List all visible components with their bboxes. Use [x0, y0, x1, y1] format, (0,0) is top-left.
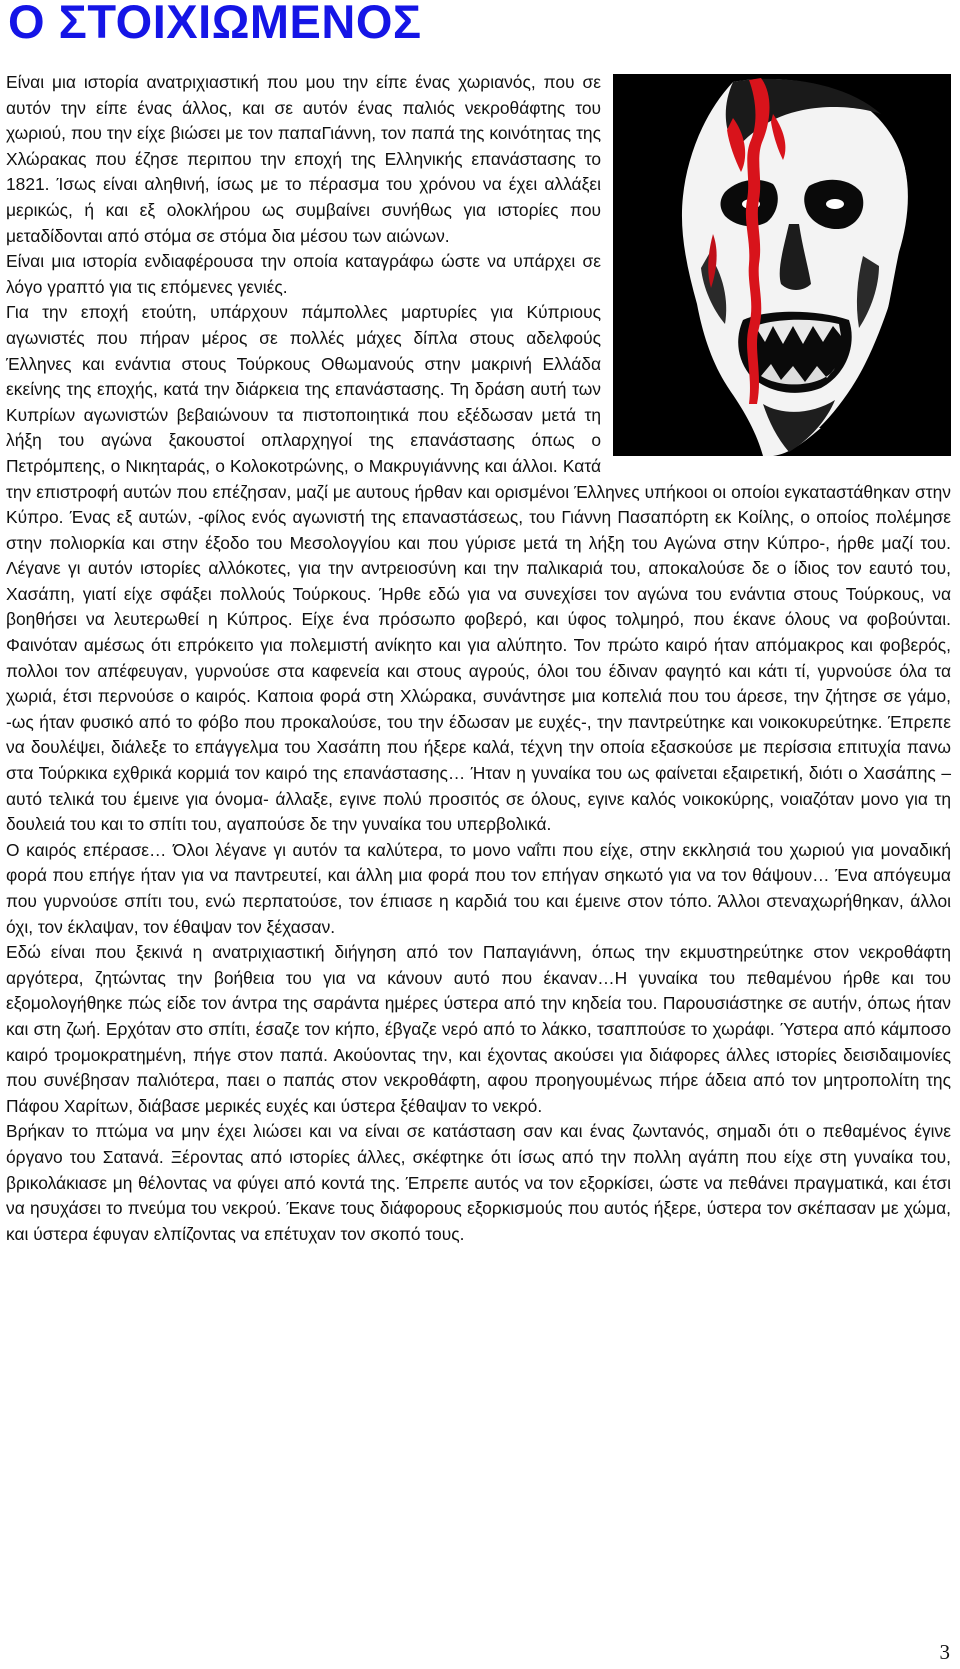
document-title: Ο ΣΤΟΙΧΙΩΜΕΝΟΣ: [8, 0, 422, 48]
article-body: [6, 70, 951, 1247]
paragraph: Είναι μια ιστορία ενδιαφέρουσα την οποία καταγράφω ώστε να υπάρχει σε λόγο γραπτό για τις επόμενες γενιές.: [6, 251, 601, 297]
paragraph: Ο καιρός επέρασε… Όλοι λέγανε γι αυτόν τα καλύτερα, το μονο ναΐπι που είχε, στην εκκλησιά του χωριού για μοναδική φορά που επήγε ήταν για να παντρευτεί, και άλλη μια φορά που τον επήγαν σηκωτό για να τον θάψουν… Ένα απόγευμα που γυρνούσε σπίτι του, ενώ περπατούσε, τον έπιασε η καρδιά του και έμεινε στον τόπο. Άλλοι στεναχωρήθηκαν, άλλοι όχι, τον έκλαψαν, τον έθαψαν τον ξέχασαν.: [6, 839, 951, 937]
zombie-face-icon: [613, 74, 951, 456]
paragraph: Για την εποχή ετούτη, υπάρχουν πάμπολλες μαρτυρίες για Κύπριους αγωνιστές που πήραν μέρος σε πολλές μάχες δίπλα στους αδελφούς Έλληνες και ενάντια στους Τούρκους Οθωμανούς στην μακρινή Ελλάδα εκείνης της εποχής, κατά την διάρκεια της επανάστασης. Τη δράση αυτή των Κυπρίων αγωνιστών βεβαιώνουν τα πιστοποιητικά που εξέδωσαν μετά τη λήξη του αγώνα ξακουστοί οπλαρχηγοί της επανάστασης όπως ο Πετρόμπεης, ο Νικηταράς, ο Κολοκοτρώνης, ο Μακρυγιάννης και άλλοι. Κατά την επιστροφή αυτών που επέζησαν, μαζί με αυτους ήρθαν και ορισμένοι Έλληνες υπήκοοι οι οποίοι εγκαταστάθηκαν στην Κύπρο. Ένας εξ αυτών, -φίλος ενός αγωνιστή της επαναστάσεως, του Γιάννη Πασαπόρτη εκ Κοίλης, ο οποίος πολέμησε στην πολιορκία και στην έξοδο του Μεσολογγίου και που γύρισε μετά τη λήξη του Αγώνα στην Κύπρο-, ήρθε μαζί του. Λέγανε γι αυτόν ιστορίες αλλόκοτες, για την αντρειοσύνη και την παλικαριά του, αποκαλούσε δε ο ίδιος τον εαυτό του, Χασάπη, γιατί είχε σφάξει πολλούς Τούρκους. Ήρθε εδώ για να συνεχίσει τον αγώνα του ενάντια στους Τούρκους, να βοηθήσει να λευτερωθεί η Κύπρος. Είχε ένα πρόσωπο φοβερό, και ύφος τολμηρό, που έκανε όλους να φοβούνται. Φαινόταν αμέσως ότι επρόκειτο για πολεμιστή ανίκητο και για αλύπητο. Τον πρώτο καιρό ήταν απόμακρος και φοβερός, πολλοι τον απέφευγαν, γυρνούσε στα καφενεία και στους αγρούς, όλοι του έδιναν φαγητό και κάτι τί, γυρνούσε όλα τα χωριά, έτσι περνούσε ο καιρός. Καποια φορά στη Χλώρακα, συνάντησε μια κοπελιά που του άρεσε, την ζήτησε σε γάμο, -ως ήταν φυσικό από το φόβο που προκαλούσε, του την έδωσαν με ευχές-, την παντρεύτηκε και νοικοκυρεύτηκε. Έπρεπε να δουλέψει, διάλεξε το επάγγελμα του Χασάπη που ήξερε καλά, τέχνη την οποία εξασκούσε με περίσσια επιτυχία πανω στα Τούρκικα εχθρικά κορμιά τον καιρό της επανάστασης… Ήταν η γυναίκα του ως φαίνεται εξαιρετική, διότι ο Χασάπης –αυτό τελικά του έμεινε για όνομα- άλλαξε, εγινε πολύ προσιτός σε όλους, εγινε καλός νοικοκύρης, νοιαζόταν μονο για τη δουλειά του και το σπίτι του, αγαπούσε δε την γυναίκα του υπερβολικά.: [6, 302, 951, 835]
paragraph: Εδώ είναι που ξεκινά η ανατριχιαστική διήγηση από τον Παπαγιάννη, όπως την εκμυστηρεύτηκε στον νεκροθάφτη αργότερα, ζητώντας την βοήθεια του για να κάνουν αυτό που έκαναν…Η γυναίκα του πεθαμένου ήρθε και του εξομολογήθηκε πώς είδε τον άντρα της σαράντα ημέρες ύστερα από την κηδεία του. Παρουσιάστηκε σε αυτήν, όπως ήταν και στη ζωή. Ερχόταν στο σπίτι, έσαζε τον κήπο, έβγαζε νερό από το λάκκο, τσαππούσε το χωράφι. Ύστερα από κάμποσο καιρό τρομοκρατημένη, πήγε στον παπά. Ακούοντας την, και έχοντας ακούσει για διάφορες άλλες ιστορίες δεισιδαιμονίες που συνέβησαν παλιότερα, παει ο παπάς στον νεκροθάφτη, αφου προηγουμένως πήρε άδεια από τον μητροπολίτη της Πάφου Χαρίτων, διάβασε μερικές ευχές και ύστερα ξέθαψαν το νεκρό.: [6, 942, 951, 1116]
paragraph: Είναι μια ιστορία ανατριχιαστική που μου την είπε ένας χωριανός, που σε αυτόν την είπε ένας άλλος, και σε αυτόν ένας παλιός νεκροθάφτης του χωριού, που την είχε βιώσει με τον παπαΓιάννη, τον παπά της κοινότητας της Χλώρακας που έζησε περιπου την εποχή της Ελληνικής επανάστασης το 1821. Ίσως είναι αληθινή, ίσως με το πέρασμα του χρόνου να έχει αλλάξει μερικώς, ή και εξ ολοκλήρου ως συμβαίνει συνήθως για ιστορίες που μεταδίδονται από στόμα σε στόμα δια μέσου των αιώνων.: [6, 72, 601, 246]
paragraph: Βρήκαν το πτώμα να μην έχει λιώσει και να είναι σε κατάσταση σαν και ένας ζωντανός, σημαδι ότι ο πεθαμένος έγινε όργανο του Σατανά. Ξέροντας από ιστορίες άλλες, σκέφτηκε ότι ίσως από την πολλη αγάπη που είχε στη γυναίκα του, βρικολάκιασε μη θέλοντας να φύγει από κοντά της. Έπρεπε αυτός να τον εξορκίσει, ώστε να πεθάνει πραγματικά, και έτσι να ησυχάσει το πνεύμα του νεκρού. Έκανε τους διάφορους εξορκισμούς που αυτός ήξερε, ύστερα τον σκέπασαν με χώμα, και ύστερα έφυγαν ελπίζοντας να επέτυχαν τον σκοπό τους.: [6, 1121, 951, 1244]
zombie-face-illustration: [613, 74, 951, 456]
page-number: 3: [939, 1640, 950, 1664]
